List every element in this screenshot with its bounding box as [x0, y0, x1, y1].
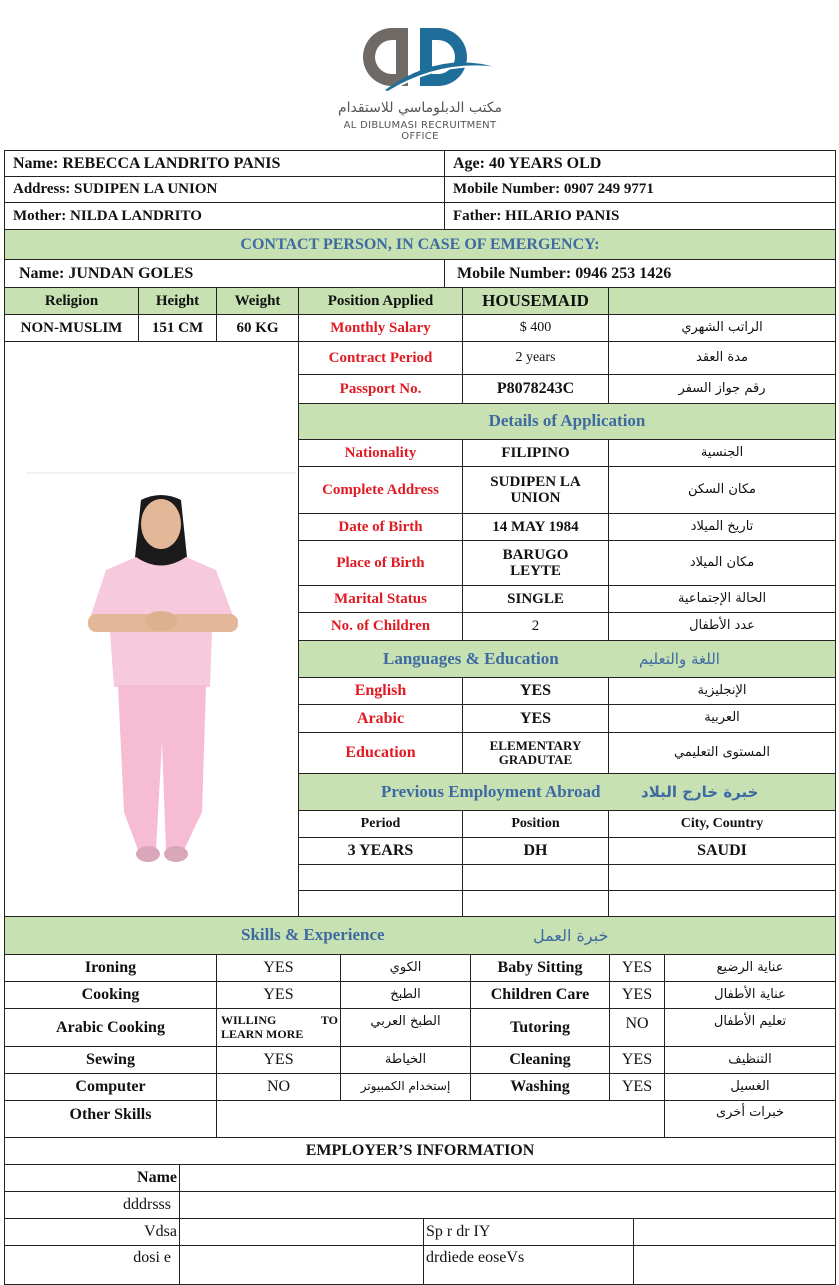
employer-sponsor-field[interactable] [633, 1218, 836, 1246]
complete-address-label: Complete Address [298, 466, 463, 514]
employer-residence-label: drdiede eoseVs [423, 1245, 634, 1285]
languages-header-arabic: اللغة والتعليم [639, 649, 720, 668]
place-of-birth-arabic: مكان الميلاد [608, 540, 836, 586]
employer-dose-label: dosi e [4, 1245, 180, 1285]
complete-address-value: SUDIPEN LA UNION [462, 466, 609, 514]
skill-cleaning-label: Cleaning [470, 1046, 610, 1074]
period-column-header: Period [298, 810, 463, 838]
languages-header: Languages & Education [383, 648, 559, 668]
emergency-name: Name: JUNDAN GOLES [4, 259, 445, 288]
languages-header-row [298, 640, 836, 678]
logo-english-name: AL DIBLUMASI RECRUITMENT OFFICE [343, 120, 497, 142]
skill-sewing-value: YES [216, 1046, 341, 1074]
education-arabic: المستوى التعليمي [608, 732, 836, 774]
contract-period-arabic: مدة العقد [608, 341, 836, 375]
skill-arabic-cooking-value: WILLING TO LEARN MORE [216, 1008, 341, 1047]
emergency-mobile: Mobile Number: 0946 253 1426 [444, 259, 836, 288]
employer-sponsor-label: Sp r dr IY [423, 1218, 634, 1246]
monthly-salary-arabic: الراتب الشهري [608, 314, 836, 342]
education-label: Education [298, 732, 463, 774]
skill-children-care-arabic: عناية الأطفال [664, 981, 836, 1009]
skill-arabic-cooking-label: Arabic Cooking [4, 1008, 217, 1047]
passport-arabic: رقم جواز السفر [608, 374, 836, 404]
emergency-header: CONTACT PERSON, IN CASE OF EMERGENCY: [4, 229, 836, 260]
applicant-address: Address: SUDIPEN LA UNION [4, 176, 445, 203]
applicant-mobile: Mobile Number: 0907 249 9771 [444, 176, 836, 203]
applicant-mother: Mother: NILDA LANDRITO [4, 202, 445, 230]
skill-tutoring-value: NO [609, 1008, 665, 1047]
employment-empty-cell [608, 890, 836, 917]
applicant-name: Name: REBECCA LANDRITO PANIS [4, 150, 445, 177]
skill-computer-value: NO [216, 1073, 341, 1101]
children-label: No. of Children [298, 612, 463, 641]
monthly-salary-value: $ 400 [462, 314, 609, 342]
employer-name-label: Name [4, 1164, 180, 1192]
skill-cooking-label: Cooking [4, 981, 217, 1009]
employer-address-label: dddrsss [4, 1191, 180, 1219]
logo-mark-icon [330, 20, 510, 100]
complete-address-arabic: مكان السكن [608, 466, 836, 514]
skill-baby-sitting-value: YES [609, 954, 665, 982]
position-applied-header: Position Applied [298, 287, 463, 315]
employer-dose-field[interactable] [179, 1245, 424, 1285]
employment-header-row [298, 773, 836, 811]
nationality-value: FILIPINO [462, 439, 609, 467]
skill-washing-value: YES [609, 1073, 665, 1101]
skill-cleaning-value: YES [609, 1046, 665, 1074]
company-logo [330, 20, 510, 140]
children-value: 2 [462, 612, 609, 641]
skill-baby-sitting-label: Baby Sitting [470, 954, 610, 982]
nationality-label: Nationality [298, 439, 463, 467]
employment-header-arabic: خبرة خارج البلاد [641, 782, 759, 801]
skill-cleaning-arabic: التنظيف [664, 1046, 836, 1074]
english-value: YES [462, 677, 609, 705]
skill-ironing-value: YES [216, 954, 341, 982]
person-photo-icon [6, 342, 298, 914]
passport-value: P8078243C [462, 374, 609, 404]
employer-name-field[interactable] [179, 1164, 836, 1192]
employment-empty-cell [298, 890, 463, 917]
date-of-birth-arabic: تاريخ الميلاد [608, 513, 836, 541]
employment-empty-cell [298, 864, 463, 891]
skill-cooking-value: YES [216, 981, 341, 1009]
contract-period-label: Contract Period [298, 341, 463, 375]
children-arabic: عدد الأطفال [608, 612, 836, 641]
english-arabic: الإنجليزية [608, 677, 836, 705]
passport-label: Passport No. [298, 374, 463, 404]
skill-ironing-arabic: الكوي [340, 954, 471, 982]
skill-sewing-label: Sewing [4, 1046, 217, 1074]
education-value: ELEMENTARY GRADUTAE [462, 732, 609, 774]
skill-arabic-cooking-arabic: الطبخ العربي [340, 1008, 471, 1047]
weight-value: 60 KG [216, 314, 299, 342]
applicant-father: Father: HILARIO PANIS [444, 202, 836, 230]
religion-header: Religion [4, 287, 139, 315]
skill-washing-label: Washing [470, 1073, 610, 1101]
skill-tutoring-label: Tutoring [470, 1008, 610, 1047]
skills-header-row [4, 916, 836, 955]
skill-computer-arabic: إستخدام الكمبيوتر [340, 1073, 471, 1101]
position-applied-value: HOUSEMAID [462, 287, 609, 315]
logo-arabic-name: مكتب الدبلوماسي للاستقدام [337, 100, 503, 116]
employer-residence-field[interactable] [633, 1245, 836, 1285]
employment-empty-cell [462, 890, 609, 917]
skills-header: Skills & Experience [241, 925, 385, 945]
employer-visa-field[interactable] [179, 1218, 424, 1246]
skill-baby-sitting-arabic: عناية الرضيع [664, 954, 836, 982]
employer-address-field[interactable] [179, 1191, 836, 1219]
skill-computer-label: Computer [4, 1073, 217, 1101]
weight-header: Weight [216, 287, 299, 315]
monthly-salary-label: Monthly Salary [298, 314, 463, 342]
date-of-birth-label: Date of Birth [298, 513, 463, 541]
place-of-birth-value: BARUGO LEYTE [462, 540, 609, 586]
employer-header: EMPLOYER’S INFORMATION [4, 1137, 836, 1165]
date-of-birth-value: 14 MAY 1984 [462, 513, 609, 541]
skill-ironing-label: Ironing [4, 954, 217, 982]
religion-value: NON-MUSLIM [4, 314, 139, 342]
arabic-arabic: العربية [608, 704, 836, 733]
employment-period: 3 YEARS [298, 837, 463, 865]
height-value: 151 CM [138, 314, 217, 342]
other-skills-value [216, 1100, 665, 1138]
arabic-value: YES [462, 704, 609, 733]
skill-tutoring-arabic: تعليم الأطفال [664, 1008, 836, 1047]
marital-status-value: SINGLE [462, 585, 609, 613]
contract-period-value: 2 years [462, 341, 609, 375]
position-column-header: Position [462, 810, 609, 838]
skill-cooking-arabic: الطبخ [340, 981, 471, 1009]
arabic-label: Arabic [298, 704, 463, 733]
applicant-photo [4, 341, 299, 917]
marital-status-label: Marital Status [298, 585, 463, 613]
skill-children-care-value: YES [609, 981, 665, 1009]
details-header: Details of Application [298, 403, 836, 440]
position-applied-blank [608, 287, 836, 315]
employment-empty-cell [462, 864, 609, 891]
height-header: Height [138, 287, 217, 315]
skill-children-care-label: Children Care [470, 981, 610, 1009]
city-country-column-header: City, Country [608, 810, 836, 838]
employment-city-country: SAUDI [608, 837, 836, 865]
employment-position: DH [462, 837, 609, 865]
skill-washing-arabic: الغسيل [664, 1073, 836, 1101]
nationality-arabic: الجنسية [608, 439, 836, 467]
other-skills-label: Other Skills [4, 1100, 217, 1138]
applicant-age: Age: 40 YEARS OLD [444, 150, 836, 177]
other-skills-arabic: خبرات أخرى [664, 1100, 836, 1138]
english-label: English [298, 677, 463, 705]
employment-empty-cell [608, 864, 836, 891]
skill-sewing-arabic: الخياطة [340, 1046, 471, 1074]
employment-header: Previous Employment Abroad [381, 781, 601, 801]
employer-visa-label: Vdsa [4, 1218, 180, 1246]
marital-status-arabic: الحالة الإجتماعية [608, 585, 836, 613]
skills-header-arabic: خبرة العمل [533, 925, 609, 945]
place-of-birth-label: Place of Birth [298, 540, 463, 586]
